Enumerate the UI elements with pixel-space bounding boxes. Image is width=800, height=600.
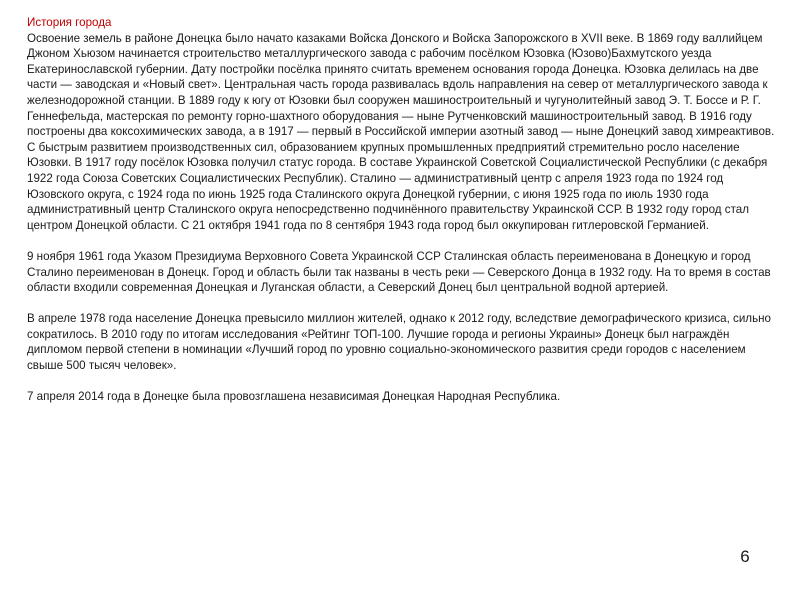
paragraph-history-founding: Освоение земель в районе Донецка было начато казаками Войска Донского и Войска Запорожского в XVII веке. В 1869 году валлийцем Джоном Хьюзом начинается строительство металлургического завода с рабочим посёлком Юзовка (Юзово)Бахмутского уезда Екатеринославской губернии. Дату постройки посёлка принято считать временем основания города Донецка. Юзовка делилась на две части — заводская и «Новый свет». Центральная часть города развивалась вдоль направления на север от металлургического завода к железнодорожной станции. В 1889 году к югу от Юзовки был сооружен машиностроительный и чугунолитейный завод Э. Т. Боссе и Р. Г. Геннефельда, мастерская по ремонту горно-шахтного оборудования — ныне Рутченковский машиностроительный завод. В 1916 году построены два коксохимических завода, а в 1917 — первый в Российской империи азотный завод — ныне Донецкий завод химреактивов. С быстрым развитием производственных сил, образованием крупных промышленных предприятий стремительно росло население Юзовки. В 1917 году посёлок Юзовка получил статус города. В составе Украинской Советской Социалистической Республики (с декабря 1922 года Союза Советских Социалистических Республик). Сталино — административный центр с апреля 1923 года по 1924 год Юзовского округа, с 1924 года по июнь 1925 года Сталинского округа Донецкой губернии, с июня 1925 года по июль 1930 года административный центр Сталинского округа непосредственно подчинённого правительству Украинской ССР. В 1932 году город стал центром Донецкой области. С 21 октября 1941 года по 8 сентября 1943 года город был оккупирован гитлеровской Германией. <box>27 31 775 232</box>
paragraph-population-1978: В апреле 1978 года население Донецка превысило миллион жителей, однако к 2012 году, вследствие демографического кризиса, сильно сократилось. В 2010 году по итогам исследования «Рейтинг ТОП-100. Лучшие города и регионы Украины» Донецк был награждён дипломом первой степени в номинации «Лучший город по уровню социально-экономического развития среди городов с населением свыше 500 тысяч человек». <box>27 312 771 373</box>
slide-content <box>27 15 775 420</box>
paragraph-renaming-1961: 9 ноября 1961 года Указом Президиума Верховного Совета Украинской ССР Сталинская область переименована в Донецкую и город Сталино переименован в Донецк. Город и область были так названы в честь реки — Северского Донца в 1932 году. На то время в состав области входили современная Донецкая и Луганская области, а Северский Донец был центральной водной артерией. <box>27 249 771 295</box>
slide-heading: История города <box>27 16 112 29</box>
page-number: 6 <box>740 547 750 566</box>
paragraph-2014: 7 апреля 2014 года в Донецке была провозглашена независимая Донецкая Народная Республика. <box>27 390 561 404</box>
